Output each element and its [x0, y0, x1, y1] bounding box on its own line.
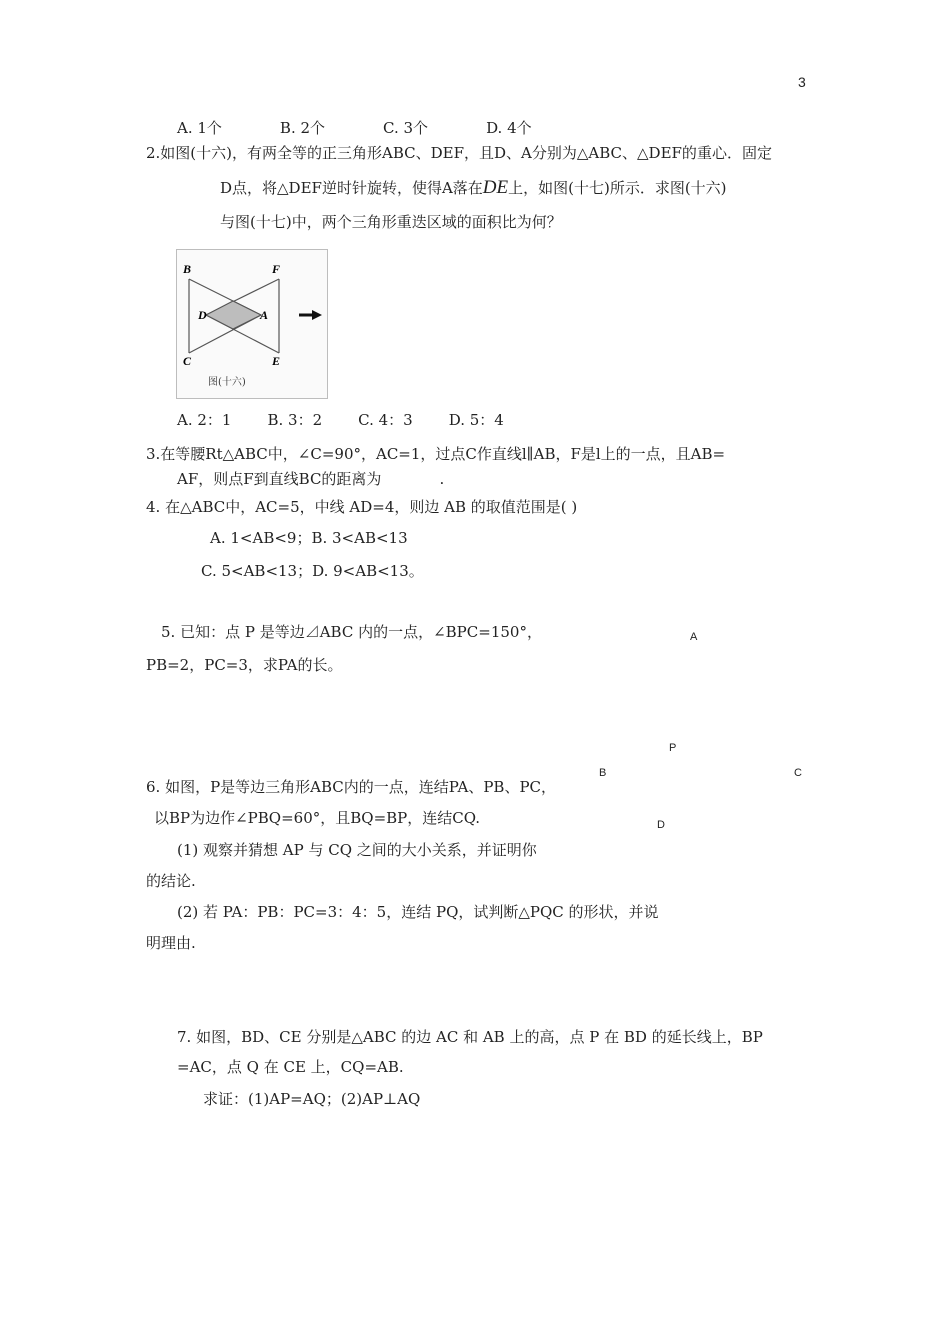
- fig5-label-c: C: [794, 767, 802, 779]
- q2-line2: [220, 178, 727, 198]
- q6-part2-a: (2) 若 PA：PB：PC=3：4：5，连结 PQ，试判断△PQC 的形状，并说: [177, 903, 659, 921]
- fig5-label-p: P: [669, 742, 677, 754]
- fig5-label-b: B: [599, 767, 607, 779]
- q1-option-c: C. 3个: [383, 119, 429, 137]
- q7-line2: =AC，点 Q 在 CE 上，CQ=AB.: [177, 1058, 404, 1076]
- q1-option-d: D. 4个: [486, 119, 532, 137]
- q6-line2: 以BP为边作∠PBQ=60°，且BQ=BP，连结CQ.: [154, 809, 481, 827]
- q2-line2-b: 上，如图(十七)所示．求图(十六): [508, 179, 727, 197]
- q2-line2-a: D点，将△DEF逆时针旋转，使得A落在: [220, 179, 483, 197]
- q3-line2-end: .: [439, 470, 445, 488]
- q2-segment-de: DE: [482, 177, 509, 198]
- q1-option-b: B. 2个: [279, 119, 326, 137]
- q6-part1-a: (1) 观察并猜想 AP 与 CQ 之间的大小关系，并证明你: [177, 841, 537, 859]
- q7-line3: 求证：(1)AP=AQ；(2)AP⊥AQ: [203, 1090, 421, 1108]
- q6-part1-b: 的结论.: [146, 872, 196, 890]
- q4-options-cd: C. 5<AB<13；D. 9<AB<13。: [201, 562, 424, 580]
- q6-part2-b: 明理由.: [146, 934, 196, 952]
- fig16-label-b: B: [183, 262, 192, 276]
- q2-option-b: B. 3：2: [267, 411, 323, 429]
- fig16-caption: 图(十六): [208, 377, 246, 388]
- q2-option-a: A. 2：1: [177, 411, 232, 429]
- q2-option-d: D. 5：4: [448, 411, 504, 429]
- q2-option-c: C. 4：3: [358, 411, 413, 429]
- q2-line1: 2.如图(十六)，有两全等的正三角形ABC、DEF，且D、A分别为△ABC、△DEF的重心．固定: [146, 144, 772, 162]
- q1-option-a: A. 1个: [177, 119, 222, 137]
- q3-line2-text: AF，则点F到直线BC的距离为: [177, 470, 382, 488]
- q4-line1: 4. 在△ABC中，AC=5，中线 AD=4，则边 AB 的取值范围是( ): [146, 498, 578, 516]
- figure-sixteen: [176, 249, 328, 399]
- q7-line1: 7. 如图，BD、CE 分别是△ABC 的边 AC 和 AB 上的高，点 P 在 BD 的延长线上，BP: [177, 1028, 763, 1046]
- fig16-label-c: C: [183, 354, 192, 368]
- fig5-label-d: D: [657, 819, 665, 831]
- fig16-label-d: D: [198, 308, 207, 322]
- fig5-label-a: A: [690, 631, 698, 643]
- q3-line2: [177, 469, 444, 489]
- fig16-label-f: F: [272, 262, 281, 276]
- q4-options-ab: A. 1<AB<9；B. 3<AB<13: [210, 529, 408, 547]
- q3-line1: 3.在等腰Rt△ABC中，∠C=90°，AC=1，过点C作直线l∥AB，F是l上的一点，且AB=: [146, 445, 726, 463]
- q6-line1: 6. 如图，P是等边三角形ABC内的一点，连结PA、PB、PC，: [146, 778, 557, 796]
- q2-line3: 与图(十七)中，两个三角形重迭区域的面积比为何？: [220, 213, 562, 231]
- q2-options: [177, 410, 504, 430]
- fig16-label-e: E: [272, 354, 281, 368]
- q5-line1: 5. 已知：点 P 是等边⊿ABC 内的一点，∠BPC=150°，: [161, 623, 542, 641]
- page-number: 3: [798, 74, 806, 90]
- q5-line2: PB=2，PC=3，求PA的长。: [146, 656, 343, 674]
- fig16-label-a: A: [260, 308, 269, 322]
- q1-options: [177, 118, 532, 138]
